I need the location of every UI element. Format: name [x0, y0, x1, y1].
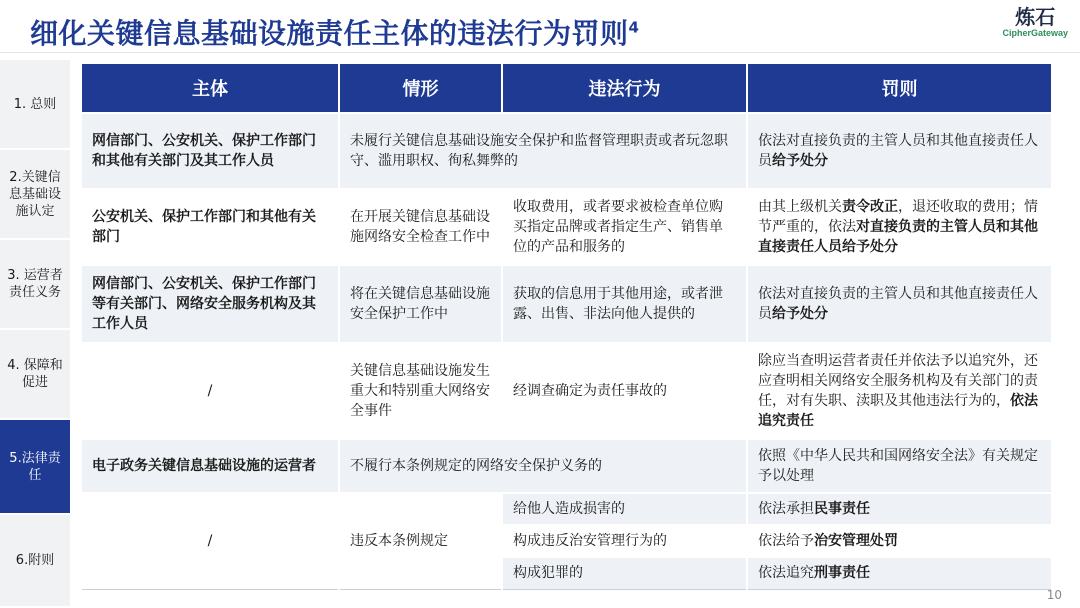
row-penalty: 依法承担民事责任 — [747, 493, 1052, 525]
row-violation: 构成违反治安管理行为的 — [502, 525, 747, 557]
row-situation: 未履行关键信息基础设施安全保护和监督管理职责或者玩忽职守、滥用职权、徇私舞弊的 — [339, 113, 747, 189]
row-violation: 构成犯罪的 — [502, 557, 747, 589]
sidebar-nav — [0, 60, 72, 608]
row-violation: 经调查确定为责任事故的 — [502, 343, 747, 439]
logo-text-en: CipherGateway — [1002, 28, 1068, 38]
row-subject: 电子政务关键信息基础设施的运营者 — [81, 439, 339, 493]
row-subject: / — [81, 343, 339, 439]
sidebar-item-legal-liability[interactable]: 5.法律责任 — [0, 420, 70, 515]
row-subject: / — [81, 493, 339, 589]
row-violation: 获取的信息用于其他用途，或者泄露、出售、非法向他人提供的 — [502, 265, 747, 343]
row-violation: 给他人造成损害的 — [502, 493, 747, 525]
row-penalty: 依法追究刑事责任 — [747, 557, 1052, 589]
table-row — [81, 493, 1052, 525]
header-subject: 主体 — [81, 63, 339, 113]
row-subject: 网信部门、公安机关、保护工作部门等有关部门、网络安全服务机构及其工作人员 — [81, 265, 339, 343]
penalty-table — [80, 62, 1053, 590]
table-row — [81, 189, 1052, 265]
row-penalty: 依法对直接负责的主管人员和其他直接责任人员给予处分 — [747, 265, 1052, 343]
row-subject: 网信部门、公安机关、保护工作部门和其他有关部门及其工作人员 — [81, 113, 339, 189]
company-logo — [1002, 6, 1068, 38]
sidebar-item-support[interactable]: 4. 保障和促进 — [0, 330, 70, 420]
row-situation: 违反本条例规定 — [339, 493, 502, 589]
row-situation: 将在关键信息基础设施安全保护工作中 — [339, 265, 502, 343]
row-violation: 收取费用，或者要求被检查单位购买指定品牌或者指定生产、销售单位的产品和服务的 — [502, 189, 747, 265]
sidebar-item-general[interactable]: 1. 总则 — [0, 60, 70, 150]
row-subject: 公安机关、保护工作部门和其他有关部门 — [81, 189, 339, 265]
row-penalty: 依照《中华人民共和国网络安全法》有关规定予以处理 — [747, 439, 1052, 493]
row-penalty: 由其上级机关责令改正，退还收取的费用；情节严重的，依法对直接负责的主管人员和其他直接责任人员给予处分 — [747, 189, 1052, 265]
table-header-row — [81, 63, 1052, 113]
title-footnote: 4 — [628, 18, 640, 37]
sidebar-item-operator-duties[interactable]: 3. 运营者责任义务 — [0, 240, 70, 330]
table-row — [81, 439, 1052, 493]
header-violation: 违法行为 — [502, 63, 747, 113]
page-title: 细化关键信息基础设施责任主体的违法行为罚则$^4$ — [30, 17, 640, 50]
title-divider — [0, 52, 1080, 53]
sidebar-item-cii-identification[interactable]: 2.关键信息基础设施认定 — [0, 150, 70, 240]
table-row — [81, 343, 1052, 439]
row-situation: 不履行本条例规定的网络安全保护义务的 — [339, 439, 747, 493]
row-situation: 关键信息基础设施发生重大和特别重大网络安全事件 — [339, 343, 502, 439]
header-situation: 情形 — [339, 63, 502, 113]
row-penalty: 依法给予治安管理处罚 — [747, 525, 1052, 557]
row-situation: 在开展关键信息基础设施网络安全检查工作中 — [339, 189, 502, 265]
table-row — [81, 265, 1052, 343]
table-row — [81, 113, 1052, 189]
logo-text-cn: 炼石 — [1015, 5, 1056, 29]
row-penalty: 除应当查明运营者责任并依法予以追究外，还应查明相关网络安全服务机构及有关部门的责任，对有失职、渎职及其他违法行为的，依法追究责任 — [747, 343, 1052, 439]
sidebar-item-supplementary[interactable]: 6.附则 — [0, 515, 70, 608]
page-number: 10 — [1046, 588, 1062, 602]
row-penalty: 依法对直接负责的主管人员和其他直接责任人员给予处分 — [747, 113, 1052, 189]
header-penalty: 罚则 — [747, 63, 1052, 113]
